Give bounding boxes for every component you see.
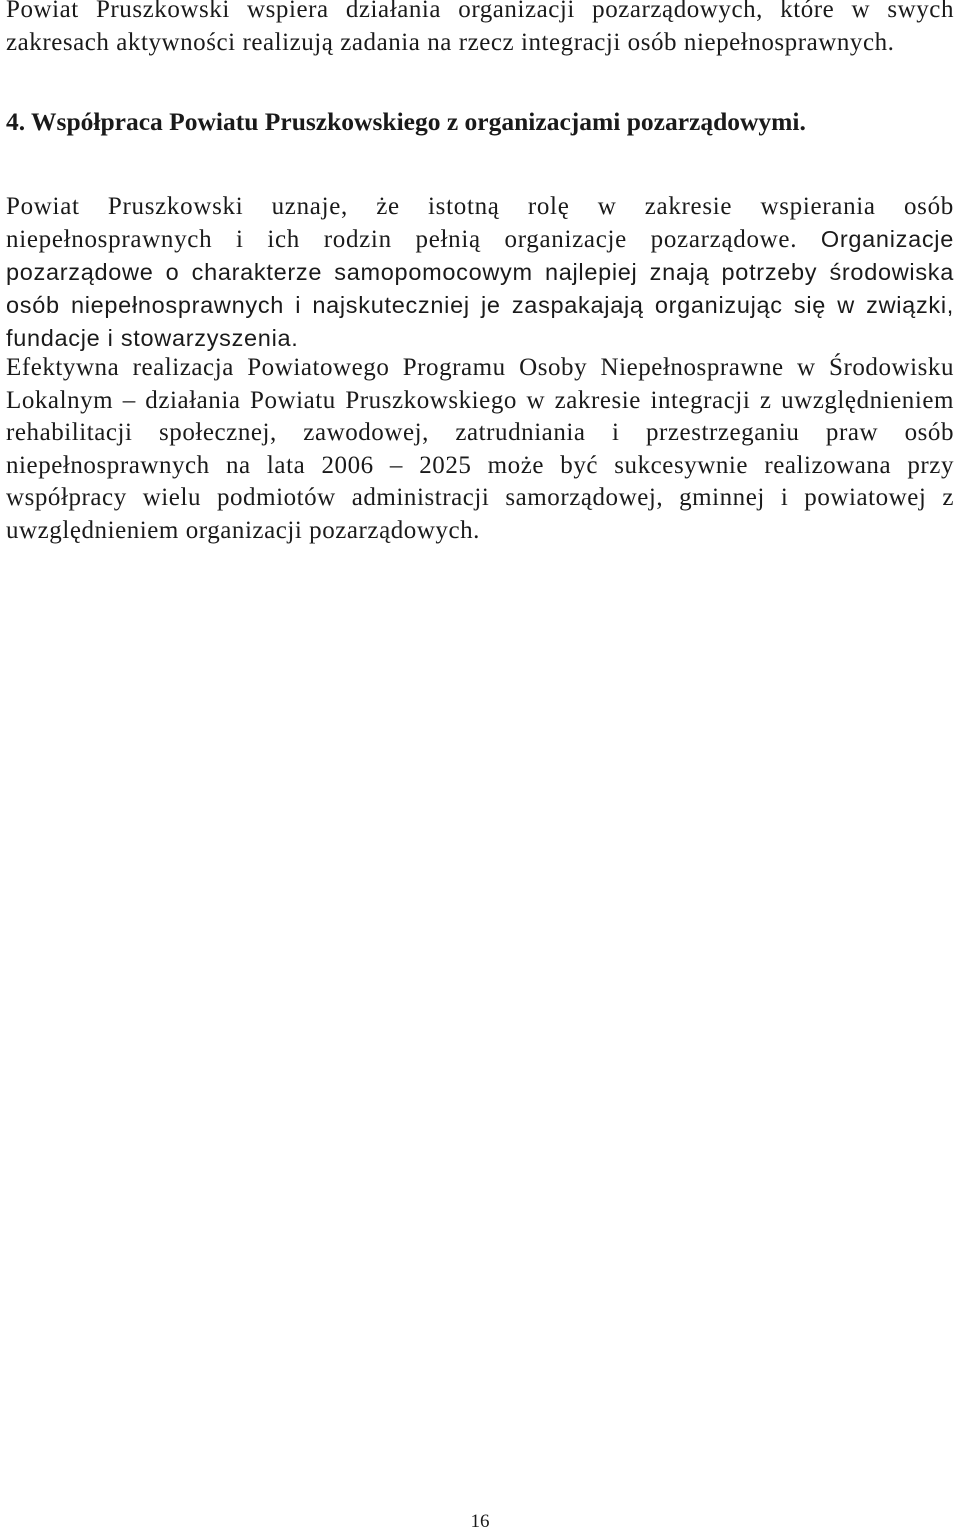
cooperation-paragraph: [6, 190, 954, 355]
intro-paragraph: Powiat Pruszkowski wspiera działania organizacji pozarządowych, które w swych zakresach aktywności realizują zadania na rzecz integracji osób niepełnosprawnych.: [6, 0, 954, 56]
cooperation-paragraph-detail: Organizacje pozarządowe o charakterze samopomocowym najlepiej znają potrzeby środowiska osób niepełnosprawnych i najskuteczniej je zaspakajają organizując się w związki, fundacje i stowarzyszenia.: [6, 226, 954, 351]
cooperation-paragraph-intro: Powiat Pruszkowski uznaje, że istotną rolę w zakresie wspierania osób niepełnosprawnych i ich rodzin pełnią organizacje pozarządowe.: [6, 193, 954, 253]
section-heading: 4. Współpraca Powiatu Pruszkowskiego z organizacjami pozarządowymi.: [6, 107, 806, 136]
program-paragraph: Efektywna realizacja Powiatowego Programu Osoby Niepełnosprawne w Środowisku Lokalnym – działania Powiatu Pruszkowskiego w zakresie integracji z uwzględnieniem rehabilitacji społecznej, zawodowej, zatrudniania i przestrzeganiu praw osób niepełnosprawnych na lata 2006 – 2025 może być sukcesywnie realizowana przy współpracy wielu podmiotów administracji samorządowej, gminnej i powiatowej z uwzględnieniem organizacji pozarządowych.: [6, 354, 954, 544]
page-number: 16: [470, 1511, 490, 1532]
